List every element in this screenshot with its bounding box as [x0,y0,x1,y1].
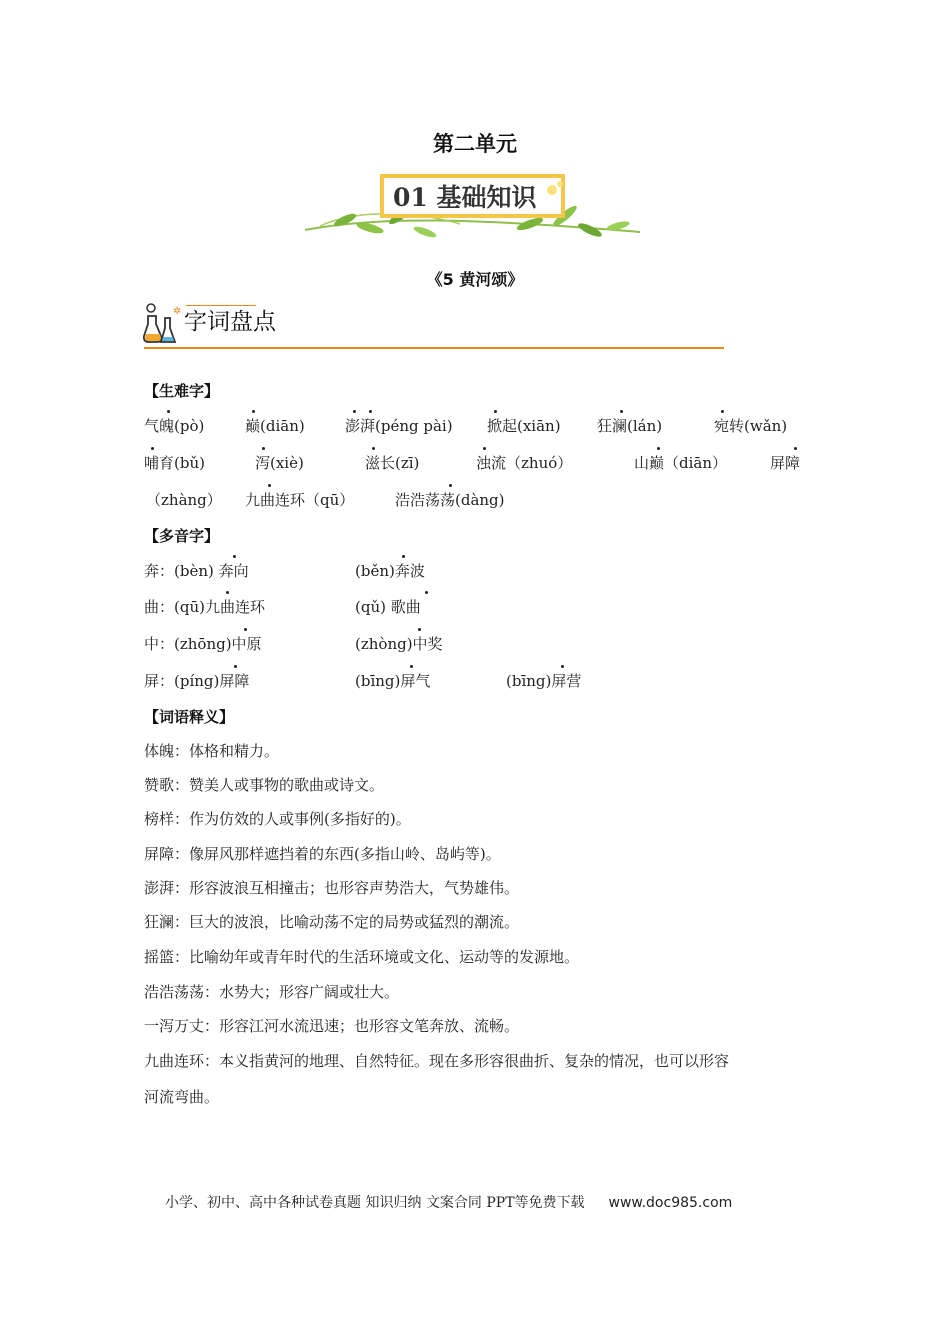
definition-item: 河流弯曲。 [144,1088,220,1106]
polyphone-reading: (bīng)屏营 [506,672,582,690]
rare-char-item: 屏障 [770,454,801,472]
polyphone-reading: 曲：(qū)九曲连环 [144,598,265,616]
polyphone-reading: (bīng)屏气 [355,672,431,690]
banner-text: 01 基础知识 [393,183,537,212]
footer [165,1192,732,1212]
definition-item: 澎湃：形容波浪互相撞击；也形容声势浩大，气势雄伟。 [144,879,520,897]
svg-text:✲: ✲ [173,306,182,317]
rare-char-item: 滋长(zī) [365,454,420,472]
rare-char-item: 九曲连环（qū） [245,491,355,509]
rare-char-item: 掀起(xiān) [487,417,561,435]
definition-item: 浩浩荡荡：水势大；形容广阔或壮大。 [144,983,400,1001]
rare-char-item: 狂澜(lán) [597,417,663,435]
definition-item: 榜样：作为仿效的人或事例(多指好的)。 [144,810,411,828]
rare-chars-heading: 【生难字】 [144,382,220,400]
section-divider [144,347,724,349]
polyphone-reading: (zhòng)中奖 [355,635,443,653]
definition-item: 赞歌：赞美人或事物的歌曲或诗文。 [144,776,385,794]
polyphone-reading: (qǔ) 歌曲 [355,598,421,616]
rare-char-item: 山巅（diān） [634,454,728,472]
rare-char-item: 哺育(bǔ) [144,454,205,472]
definition-item: 一泻万丈：形容江河水流迅速；也形容文笔奔放、流畅。 [144,1017,520,1035]
rare-char-item: 宛转(wǎn) [714,417,788,435]
definition-item: 体魄：体格和精力。 [144,742,280,760]
footer-text: 小学、初中、高中各种试卷真题 知识归纳 文案合同 PPT等免费下载 [165,1195,585,1211]
footer-url[interactable]: www.doc985.com [608,1195,733,1211]
rare-char-item: 气魄(pò) [144,417,205,435]
rare-char-item: 泻(xiè) [255,454,304,472]
definition-item: 九曲连环：本义指黄河的地理、自然特征。现在多形容很曲折、复杂的情况，也可以形容 [144,1052,730,1070]
polyphone-reading: 屏：(píng)屏障 [144,672,250,690]
polyphone-reading: 中：(zhōng)中原 [144,635,262,653]
rare-char-item: 浩浩荡荡(dàng) [395,491,505,509]
polyphone-reading: (běn)奔波 [355,562,425,580]
definitions-heading: 【词语释义】 [144,708,235,726]
rare-char-item: 澎湃(péng pài) [345,417,453,435]
definition-item: 狂澜：巨大的波浪，比喻动荡不定的局势或猛烈的潮流。 [144,913,520,931]
polyphone-reading: 奔：(bèn) 奔向 [144,562,249,580]
rare-char-item: （zhàng） [146,491,222,509]
rare-char-item: 巅(diān) [245,417,305,435]
definition-item: 摇篮：比喻幼年或青年时代的生活环境或文化、运动等的发源地。 [144,948,580,966]
unit-title: 第二单元 [433,132,517,156]
polyphones-heading: 【多音字】 [144,527,220,545]
definition-item: 屏障：像屏风那样遮挡着的东西(多指山岭、岛屿等)。 [144,845,501,863]
flask-icon [143,302,183,348]
lesson-title: 《5 黄河颂》 [426,270,524,289]
rare-char-item: 浊流（zhuó） [476,454,573,472]
section-title: 字词盘点 [184,309,276,335]
